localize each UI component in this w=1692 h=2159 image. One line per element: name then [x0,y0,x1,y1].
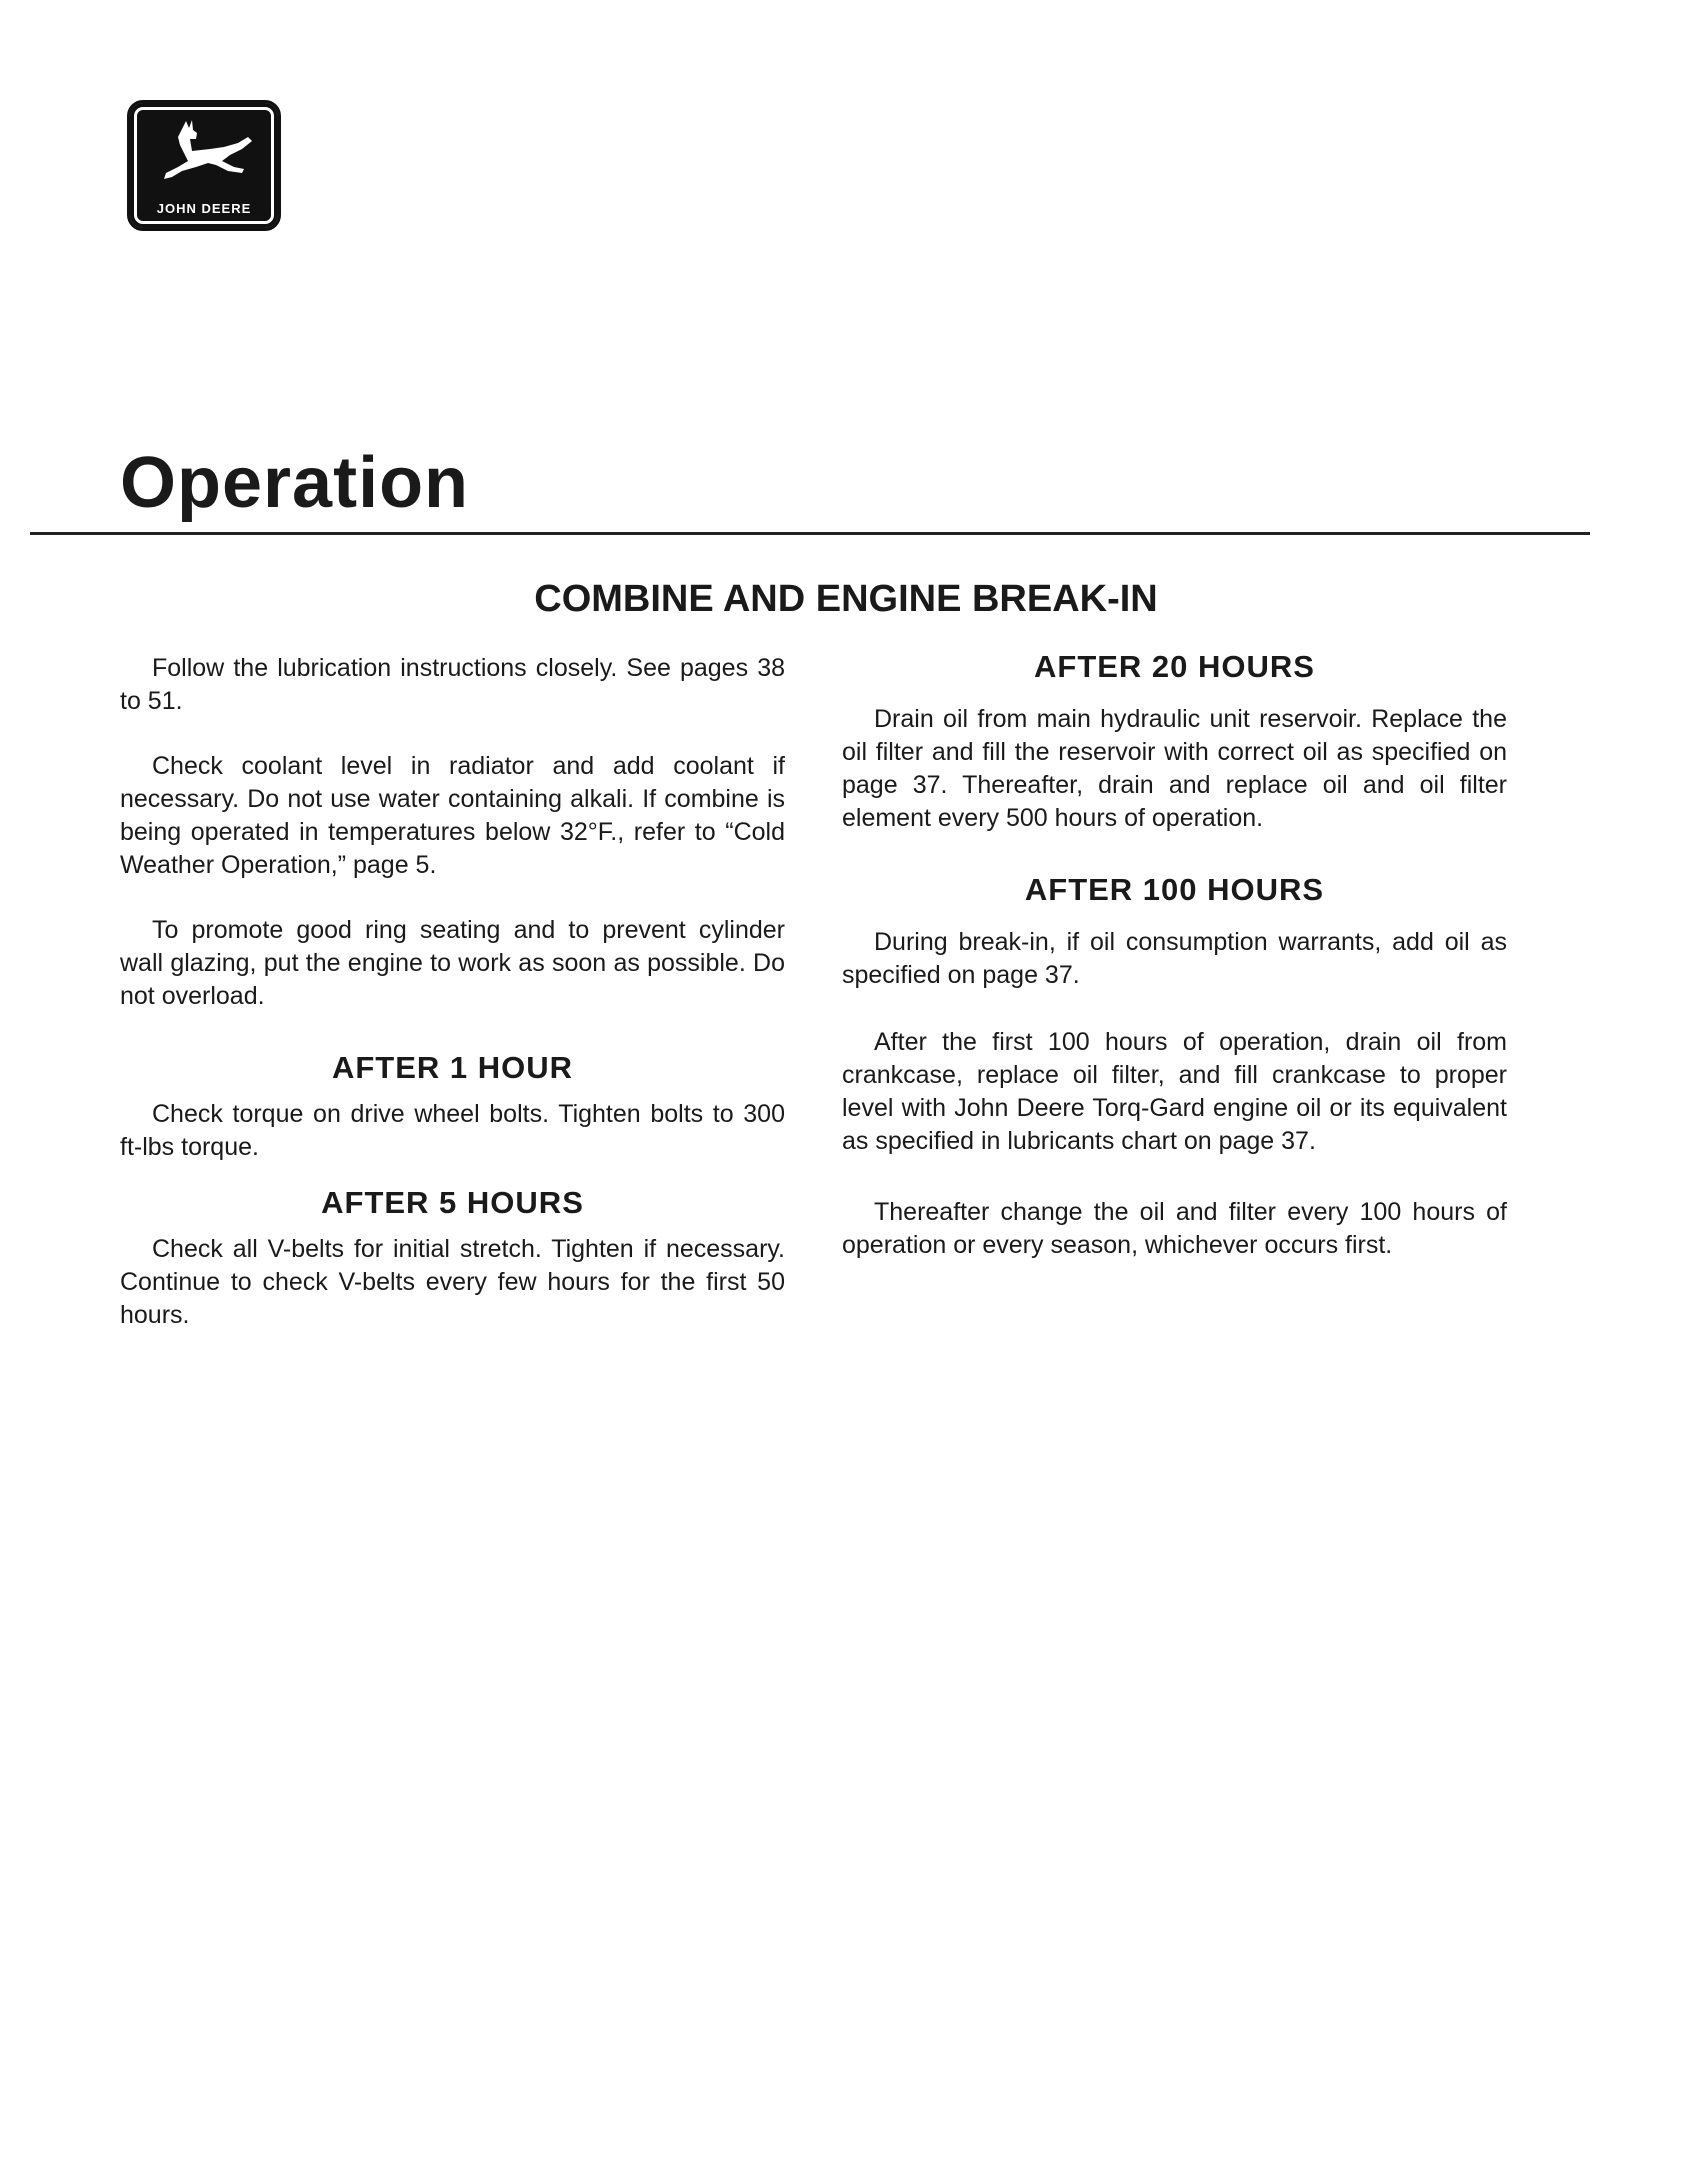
leaping-deer-icon [152,117,256,193]
logo-text: JOHN DEERE [156,201,252,216]
heading-after-5-hours: AFTER 5 HOURS [321,1185,584,1220]
after-1-hour-paragraph: Check torque on drive wheel bolts. Tighten bolts to 300 ft-lbs torque. [120,1100,785,1161]
section-title: Operation [120,443,470,523]
title-rule [30,532,1590,535]
after-5-hours-paragraph: Check all V-belts for initial stretch. Tighten if necessary. Continue to check V-belts every few hours for the first 50 hours. [120,1235,785,1329]
after-100-hours-paragraph: After the first 100 hours of operation, drain oil from crankcase, replace oil filter, and fill crankcase to proper level with John Deere Torq-Gard engine oil or its equivalent as specified in lubricants chart on page 37. [842,1028,1507,1155]
oil-change-interval-paragraph: Thereafter change the oil and filter every 100 hours of operation or every season, whichever occurs first. [842,1198,1507,1259]
heading-after-1-hour: AFTER 1 HOUR [331,1050,574,1085]
page-heading: COMBINE AND ENGINE BREAK-IN [534,578,1158,620]
right-column [842,650,1507,1262]
heading-after-20-hours: AFTER 20 HOURS [1034,649,1315,684]
ring-seating-paragraph: To promote good ring seating and to prevent cylinder wall glazing, put the engine to work as soon as possible. Do not overload. [120,916,785,1010]
after-20-hours-paragraph: Drain oil from main hydraulic unit reservoir. Replace the oil filter and fill the reservoir with correct oil as specified on page 37. Thereafter, drain and replace oil and oil filter element every 500 hours of operation. [842,705,1507,832]
john-deere-logo [127,100,281,231]
lubrication-paragraph: Follow the lubrication instructions closely. See pages 38 to 51. [120,654,785,715]
coolant-paragraph: Check coolant level in radiator and add coolant if necessary. Do not use water containing alkali. If combine is being operated in temperatures below 32°F., refer to “Cold Weather Operation,” page 5. [120,752,785,879]
heading-after-100-hours: AFTER 100 HOURS [1024,872,1325,907]
break-in-oil-paragraph: During break-in, if oil consumption warrants, add oil as specified on page 37. [842,928,1507,989]
left-column [120,652,785,1332]
